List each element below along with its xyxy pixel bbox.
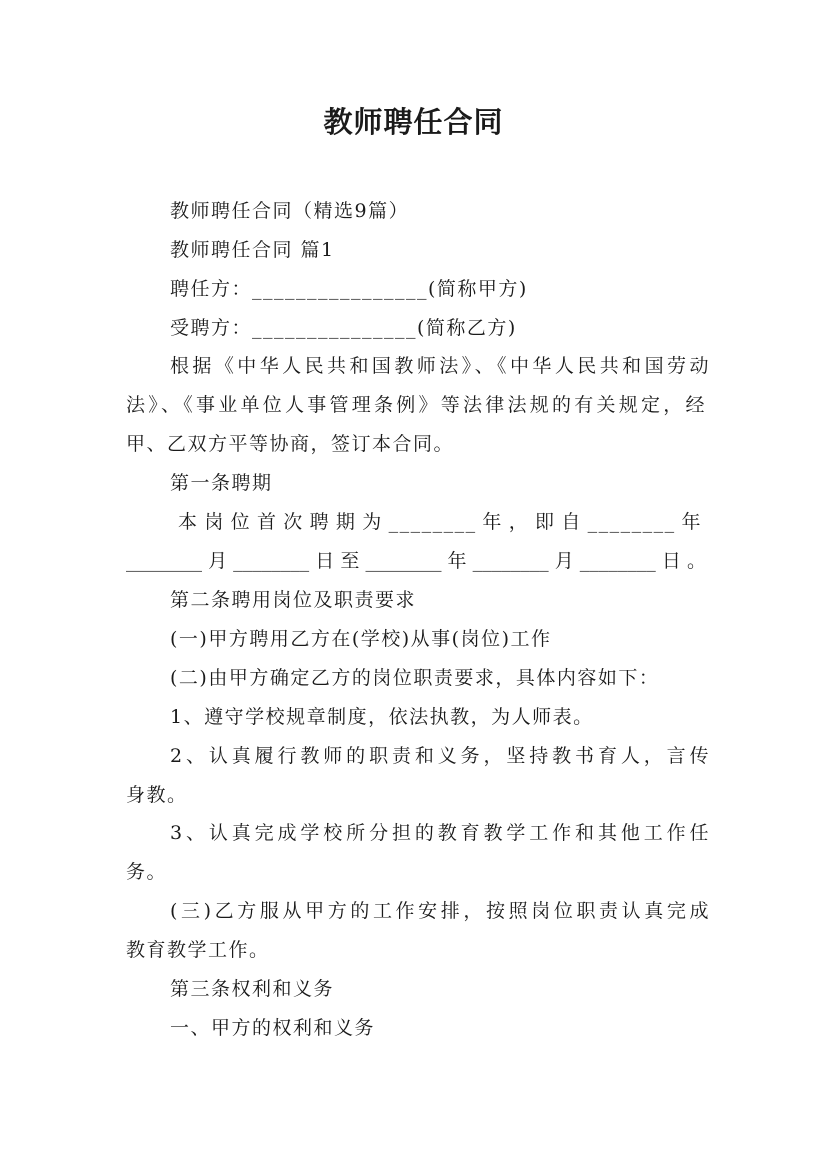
section-heading: 教师聘任合同 篇1 — [170, 239, 335, 261]
paragraph-line: 甲、乙双方平等协商，签订本合同。 — [126, 433, 455, 455]
party-a-line: 聘任方：________________(简称甲方) — [170, 278, 528, 300]
article-heading: 第一条聘期 — [170, 472, 273, 494]
list-item: 1、遵守学校规章制度，依法执教，为人师表。 — [170, 706, 594, 728]
subtitle: 教师聘任合同（精选9篇） — [170, 200, 410, 222]
list-item-continued: 务。 — [126, 861, 168, 883]
document-title: 教师聘任合同 — [323, 105, 504, 139]
paragraph-line: (二)由甲方确定乙方的岗位职责要求，具体内容如下： — [170, 667, 660, 689]
list-item: 2、认真履行教师的职责和义务，坚持教书育人，言传 — [170, 745, 710, 767]
paragraph-line: ________月________日至________年________月________日。 — [126, 550, 706, 572]
party-b-line: 受聘方：_______________(简称乙方) — [170, 317, 517, 339]
subsection-heading: 一、甲方的权利和义务 — [170, 1017, 376, 1039]
paragraph-line: (一)甲方聘用乙方在(学校)从事(岗位)工作 — [170, 628, 552, 650]
paragraph-line: 根据《中华人民共和国教师法》、《中华人民共和国劳动 — [170, 355, 710, 377]
list-item: 3、认真完成学校所分担的教育教学工作和其他工作任 — [170, 822, 710, 844]
paragraph-line: (三)乙方服从甲方的工作安排，按照岗位职责认真完成 — [170, 900, 710, 922]
article-heading: 第三条权利和义务 — [170, 978, 335, 1000]
paragraph-line: 法》、《事业单位人事管理条例》等法律法规的有关规定，经 — [126, 394, 706, 416]
list-item-continued: 身教。 — [126, 784, 188, 806]
paragraph-line: 教育教学工作。 — [126, 939, 270, 961]
article-heading: 第二条聘用岗位及职责要求 — [170, 589, 417, 611]
paragraph-line: 本岗位首次聘期为________年，即自________年 — [178, 511, 702, 533]
